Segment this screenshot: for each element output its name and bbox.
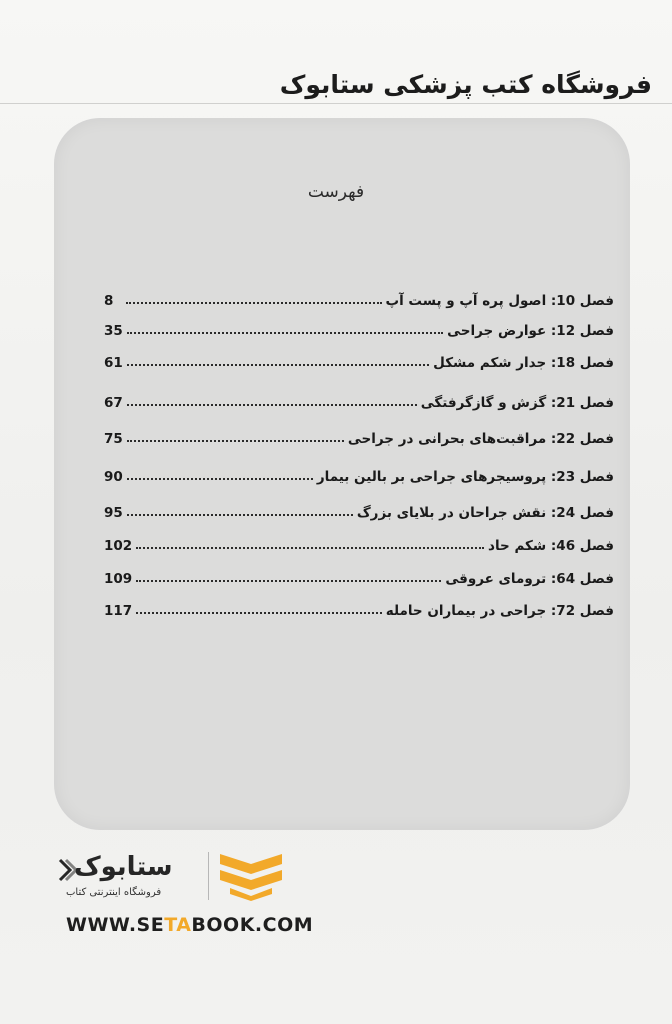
toc-entry-label: فصل 22: مراقبت‌های بحرانی در جراحی bbox=[347, 431, 614, 447]
brand-url-accent: TA bbox=[164, 914, 192, 936]
toc-entry[interactable] bbox=[104, 285, 614, 309]
toc-entry[interactable] bbox=[104, 387, 614, 411]
toc-entry-page: 117 bbox=[104, 603, 133, 619]
header-divider bbox=[0, 103, 672, 104]
brand-url[interactable] bbox=[66, 914, 313, 936]
toc-entry-label: فصل 12: عوارض جراحی bbox=[447, 323, 614, 339]
brand-tagline: فروشگاه اینترنتی کتاب bbox=[66, 887, 162, 898]
toc-entry-page: 67 bbox=[104, 395, 123, 411]
toc-entry-label: فصل 64: ترومای عروقی bbox=[445, 571, 614, 587]
toc-entry[interactable] bbox=[104, 423, 614, 447]
brand-url-prefix: WWW.SE bbox=[66, 914, 165, 936]
toc-entry[interactable] bbox=[104, 563, 614, 587]
toc-leader-dots bbox=[127, 477, 313, 480]
toc-entry-label: فصل 46: شکم حاد bbox=[488, 538, 614, 554]
toc-entry[interactable] bbox=[104, 595, 614, 619]
toc-entry[interactable] bbox=[104, 530, 614, 554]
toc-entry[interactable] bbox=[104, 315, 614, 339]
toc-entry-page: 35 bbox=[104, 323, 123, 339]
brand-divider bbox=[208, 852, 209, 900]
toc-leader-dots bbox=[136, 546, 484, 549]
toc-leader-dots bbox=[127, 513, 353, 516]
toc-entry-page: 61 bbox=[104, 355, 123, 371]
brand-stack-icon bbox=[216, 850, 286, 902]
toc-leader-dots bbox=[127, 439, 344, 442]
toc-entry-page: 109 bbox=[104, 571, 133, 587]
toc-entry-label: فصل 23: پروسیجرهای جراحی بر بالین بیمار bbox=[316, 469, 614, 485]
toc-entry-page: 75 bbox=[104, 431, 123, 447]
brand-chevron-icon bbox=[56, 858, 76, 882]
toc-entry-label: فصل 24: نقش جراحان در بلایای بزرگ bbox=[356, 505, 614, 521]
toc-entry-label: فصل 18: جدار شکم مشکل bbox=[433, 355, 614, 371]
toc-entry-page: 8 bbox=[104, 293, 114, 309]
toc-leader-dots bbox=[136, 579, 441, 582]
store-title: فروشگاه کتب پزشکی ستابوک bbox=[279, 70, 652, 99]
toc-entry[interactable] bbox=[104, 347, 614, 371]
brand-name: ستابوک bbox=[74, 852, 173, 882]
toc-entry[interactable] bbox=[104, 497, 614, 521]
toc-entry-label: فصل 72: جراحی در بیماران حامله bbox=[385, 603, 614, 619]
toc-leader-dots bbox=[127, 363, 429, 366]
toc-entry-page: 95 bbox=[104, 505, 123, 521]
toc-leader-dots bbox=[127, 403, 417, 406]
toc-leader-dots bbox=[127, 331, 443, 334]
toc-entry-label: فصل 10: اصول پره آپ و پست آپ bbox=[385, 293, 614, 309]
brand-url-suffix: BOOK.COM bbox=[191, 914, 314, 936]
toc-entry-page: 102 bbox=[104, 538, 133, 554]
toc-entry-label: فصل 21: گزش و گازگرفتگی bbox=[420, 395, 614, 411]
toc-leader-dots bbox=[126, 301, 382, 304]
toc-entry-page: 90 bbox=[104, 469, 123, 485]
toc-entry[interactable] bbox=[104, 461, 614, 485]
toc-leader-dots bbox=[136, 611, 382, 614]
toc-title: فهرست bbox=[307, 182, 365, 202]
